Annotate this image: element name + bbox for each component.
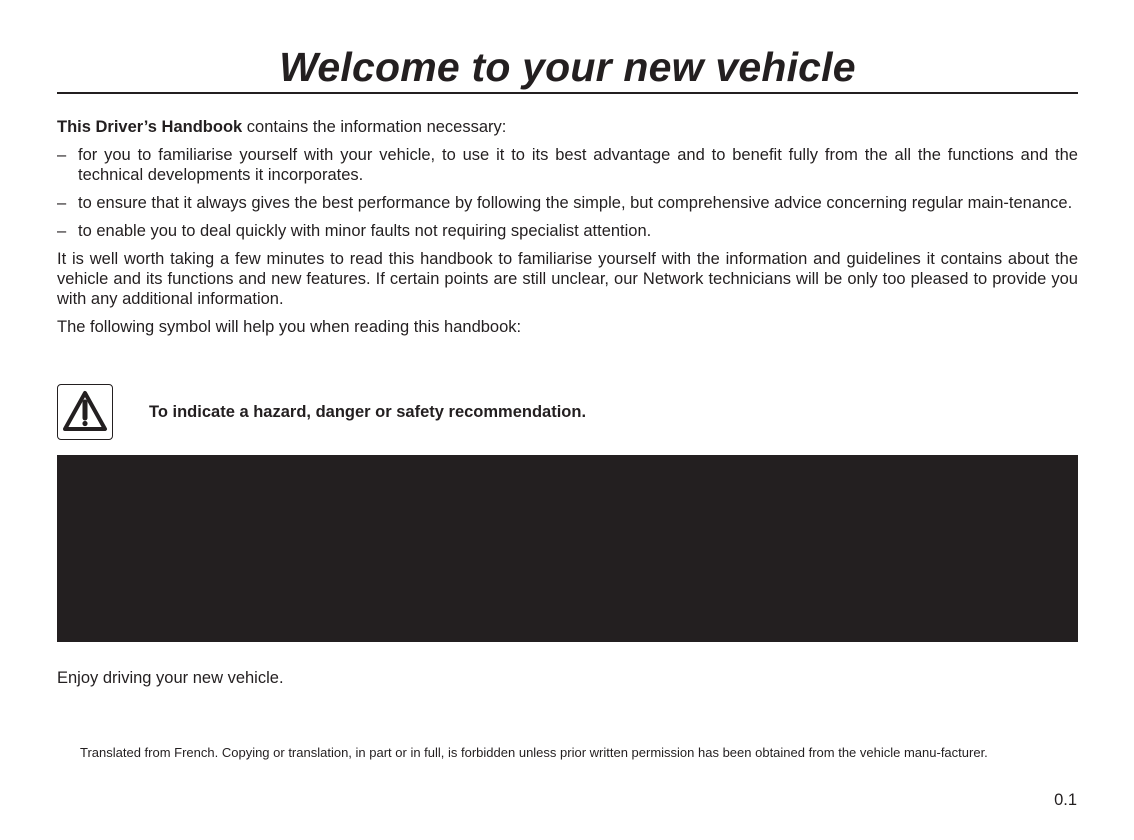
bullet-dash: – [57,146,67,164]
list-item [57,221,1078,241]
redacted-panel [57,455,1078,642]
intro-section [57,117,1078,345]
page-title: Welcome to your new vehicle [279,44,856,90]
title-divider [57,92,1078,94]
list-item [57,193,1078,213]
page-number: 0.1 [1054,791,1077,809]
copyright-footnote: Translated from French. Copying or translation, in part or in full, is forbidden unless prior written permission has been obtained from the vehicle manu-facturer. [80,745,988,760]
list-item [57,145,1078,185]
bullet-dash: – [57,194,67,212]
symbol-intro: The following symbol will help you when reading this handbook: [57,318,522,336]
bullet-dash: – [57,222,67,240]
intro-paragraph [57,117,1078,137]
list-item-text: to ensure that it always gives the best performance by following the simple, but comprehensive advice concerning regular main-tenance. [78,194,1073,212]
handbook-name: This Driver’s Handbook [57,118,243,136]
body-paragraph: It is well worth taking a few minutes to read this handbook to familiarise yourself with the information and guidelines it contains about the vehicle and its functions and new features. If certain points are still unclear, our Network technicians will be only too pleased to provide you with any additional information. [57,250,1078,308]
intro-text: contains the information necessary: [242,118,507,136]
warning-triangle-icon [61,389,109,435]
warning-symbol-box [57,384,113,440]
list-item-text: to enable you to deal quickly with minor faults not requiring specialist attention. [78,222,652,240]
closing-line: Enjoy driving your new vehicle. [57,669,284,687]
list-item-text: for you to familiarise yourself with your vehicle, to use it to its best advantage and to benefit fully from the all the functions and the technical developments it incorporates. [78,146,1078,184]
warning-description: To indicate a hazard, danger or safety recommendation. [149,403,587,421]
